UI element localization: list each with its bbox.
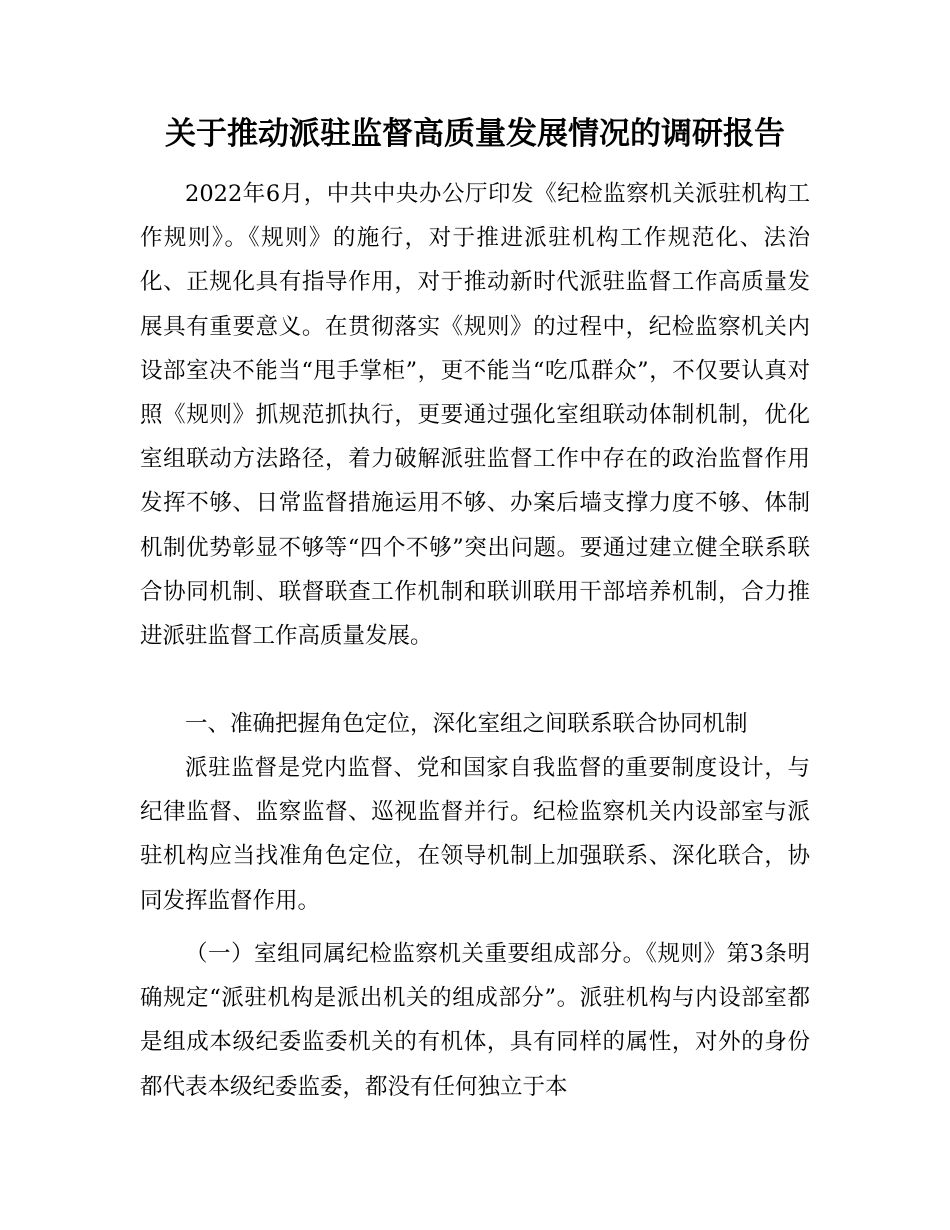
section-heading-1: 一、准确把握角色定位，深化室组之间联系联合协同机制 — [185, 711, 748, 737]
document-title: 关于推动派驻监督高质量发展情况的调研报告 — [165, 116, 785, 152]
paragraph-intro: 2022年6月，中共中央办公厅印发《纪检监察机关派驻机构工作规则》。《规则》的施行，对于推进派驻机构工作规范化、法治化、正规化具有指导作用，对于推动新时代派驻监督工作高质量发展具有重要意义。在贯彻落实《规则》的过程中，纪检监察机关内设部室决不能当“甩手掌柜”，更不能当“吃瓜群众”，不仅要认真对照《规则》抓规范抓执行，更要通过强化室组联动体制机制，优化室组联动方法路径，着力破解派驻监督工作中存在的政治监督作用发挥不够、日常监督措施运用不够、办案后墙支撑力度不够、体制机制优势彰显不够等“四个不够”突出问题。要通过建立健全联系联合协同机制、联督联查工作机制和联训联用干部培养机制，合力推进派驻监督工作高质量发展。 — [140, 181, 810, 650]
paragraph-section-1: 派驻监督是党内监督、党和国家自我监督的重要制度设计，与纪律监督、监察监督、巡视监督并行。纪检监察机关内设部室与派驻机构应当找准角色定位，在领导机制上加强联系、深化联合，协同发挥监督作用。 — [140, 755, 810, 914]
paragraph-subsection-1: （一）室组同属纪检监察机关重要组成部分。《规则》第3条明确规定“派驻机构是派出机关的组成部分”。派驻机构与内设部室都是组成本级纪委监委机关的有机体，具有同样的属性，对外的身份都代表本级纪委监委，都没有任何独立于本 — [140, 941, 810, 1100]
